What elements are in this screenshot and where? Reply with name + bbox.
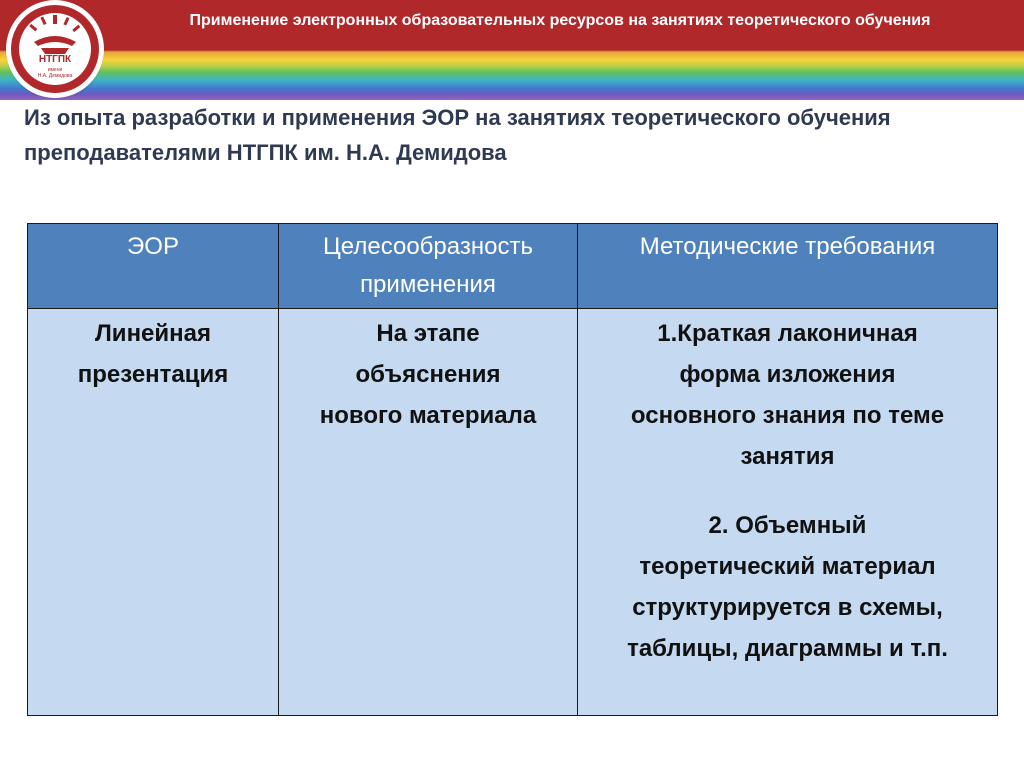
requirement-2-line: теоретический материал	[639, 553, 936, 580]
cell-requirements	[578, 309, 998, 716]
slide-title-line2: преподавателями НТГПК им. Н.А. Демидова	[24, 140, 507, 165]
header-eor	[28, 224, 279, 309]
header-purpose-line2: применения	[360, 271, 496, 298]
logo-caption-line1: имени	[47, 67, 63, 73]
cell-purpose-line: На этапе	[376, 320, 480, 347]
cell-eor-line: Линейная	[94, 320, 212, 347]
logo-abbr: НТГПК	[38, 54, 72, 65]
header-purpose-line1: Целесообразность	[323, 233, 533, 260]
banner-title: Применение электронных образовательных ресурсов на занятиях теоретического обучения	[189, 12, 931, 29]
logo-caption-line2: Н.А. Демидова	[37, 73, 73, 79]
cell-purpose-line: объяснения	[355, 361, 501, 388]
requirement-1-line: форма изложения	[679, 361, 896, 388]
header-requirements-text: Методические требования	[639, 233, 936, 260]
requirement-1-line: основного знания по теме	[630, 402, 945, 429]
college-logo	[8, 2, 102, 96]
slide-title	[24, 100, 1014, 170]
requirement-2	[584, 505, 991, 669]
eor-table	[27, 223, 998, 716]
requirement-2-line: структурируется в схемы,	[632, 594, 943, 621]
requirement-1-line: 1.Краткая лаконичная	[657, 320, 918, 347]
header-purpose	[279, 224, 578, 309]
cell-purpose-line: нового материала	[319, 402, 537, 429]
slide-title-line1: Из опыта разработки и применения ЭОР на занятиях теоретического обучения	[24, 105, 891, 130]
cell-eor-line: презентация	[77, 361, 229, 388]
requirement-2-line: таблицы, диаграммы и т.п.	[627, 635, 948, 662]
table-header-row	[28, 224, 998, 309]
cell-eor	[28, 309, 279, 716]
college-emblem-icon	[8, 2, 102, 96]
requirement-1-line: занятия	[740, 443, 835, 470]
requirements-spacer	[584, 477, 991, 505]
header-requirements	[578, 224, 998, 309]
requirement-1	[584, 313, 991, 477]
table-row	[28, 309, 998, 716]
cell-purpose	[279, 309, 578, 716]
header-eor-text: ЭОР	[127, 233, 179, 260]
requirement-2-line: 2. Объемный	[708, 512, 867, 539]
